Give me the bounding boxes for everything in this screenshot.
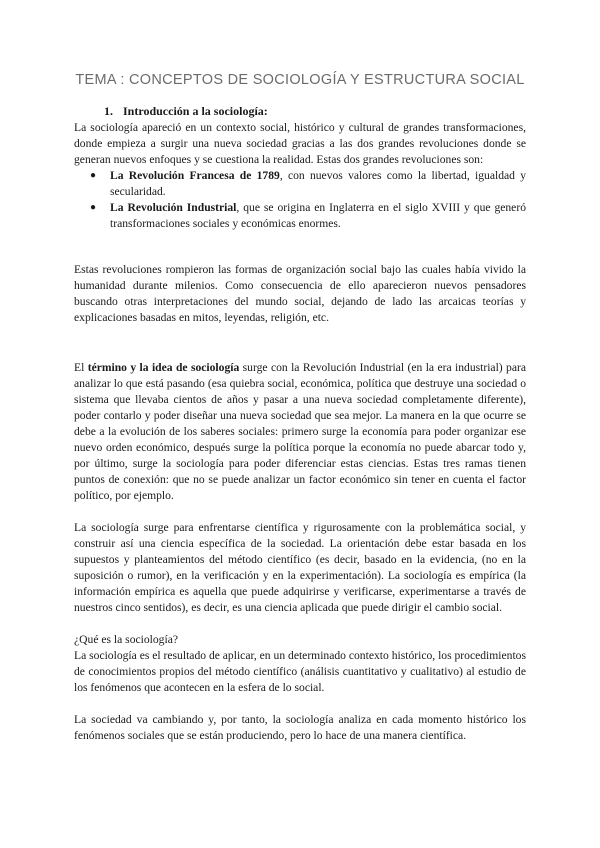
list-item-bold: La Revolución Industrial	[110, 201, 237, 214]
list-item-text: , que se origina en Inglaterra en el siglo XVIII y que generó transformaciones sociales y económicas enormes.	[110, 201, 526, 230]
term-paragraph	[74, 360, 526, 504]
term-lead: El	[74, 361, 88, 374]
term-rest: surge con la Revolución Industrial (en la era industrial) para analizar lo que está pasando (esa quiebra social, económica, política que destruye una sociedad o sistema que llevaba cientos de años y pasar a una nueva sociedad completamente diferente), poder contarlo y poder diseñar una nueva sociedad que sea mejor. La manera en la que ocurre se debe a la evolución de los saberes sociales: primero surge la economía para poder organizar ese nuevo orden económico, después surge la política porque la economía no puede abarcar todo y, por último, surge la sociología para poder diferenciar estas ciencias. Estas tres ramas tienen puntos de conexión: que no se puede analizar un factor económico sin tener en cuenta el factor político, por ejemplo.	[74, 361, 526, 502]
society-paragraph: La sociedad va cambiando y, por tanto, la sociología analiza en cada momento histórico los fenómenos sociales que se están produciendo, pero lo hace de una manera científica.	[74, 713, 526, 742]
section-label: Introducción a la sociología:	[123, 104, 268, 118]
revolutions-paragraph: Estas revoluciones rompieron las formas de organización social bajo las cuales había vivido la humanidad durante milenios. Como consecuencia de ello aparecieron nuevos pensadores buscando otras interpretaciones del mundo social, dejando de lado las arcaicas teorías y explicaciones basadas en mitos, leyendas, religión, etc.	[74, 263, 526, 324]
section-heading	[104, 104, 526, 119]
section-number: 1.	[104, 104, 113, 118]
list-item	[90, 168, 526, 200]
scientific-paragraph: La sociología surge para enfrentarse científica y rigurosamente con la problemática social, y construir así una ciencia específica de la sociedad. La orientación debe estar basada en los supuestos y planteamientos del método científico (es decir, basado en la evidencia, (no en la suposición o rumor), en la verificación y en la experimentación). La sociología es empírica (la información empírica es aquella que puede adquirirse y verificarse, experimentarse a través de nuestros cinco sentidos), es decir, es una ciencia aplicada que puede dirigir el cambio social.	[74, 521, 526, 614]
document-title: TEMA : CONCEPTOS DE SOCIOLOGÍA Y ESTRUCTURA SOCIAL	[75, 72, 525, 88]
list-item-text: , con nuevos valores como la libertad, igualdad y secularidad.	[110, 169, 526, 198]
revolutions-list	[74, 168, 526, 232]
term-bold: término y la idea de sociología	[87, 361, 240, 374]
intro-paragraph: La sociología apareció en un contexto social, histórico y cultural de grandes transformaciones, donde empieza a surgir una nueva sociedad gracias a las dos grandes revoluciones donde se generan nuevos enfoques y se cuestiona la realidad. Estas dos grandes revoluciones son:	[74, 121, 526, 166]
question-heading: ¿Qué es la sociología?	[74, 633, 178, 646]
answer-paragraph: La sociología es el resultado de aplicar, en un determinado contexto histórico, los procedimientos de conocimientos propios del método científico (análisis cuantitativo y cualitativo) al estudio de los fenómenos que acontecen en la esfera de lo social.	[74, 649, 526, 694]
bullet-icon: ●	[90, 170, 97, 181]
list-item-bold: La Revolución Francesa de 1789	[110, 169, 280, 182]
bullet-icon: ●	[90, 202, 97, 213]
list-item	[90, 200, 526, 232]
